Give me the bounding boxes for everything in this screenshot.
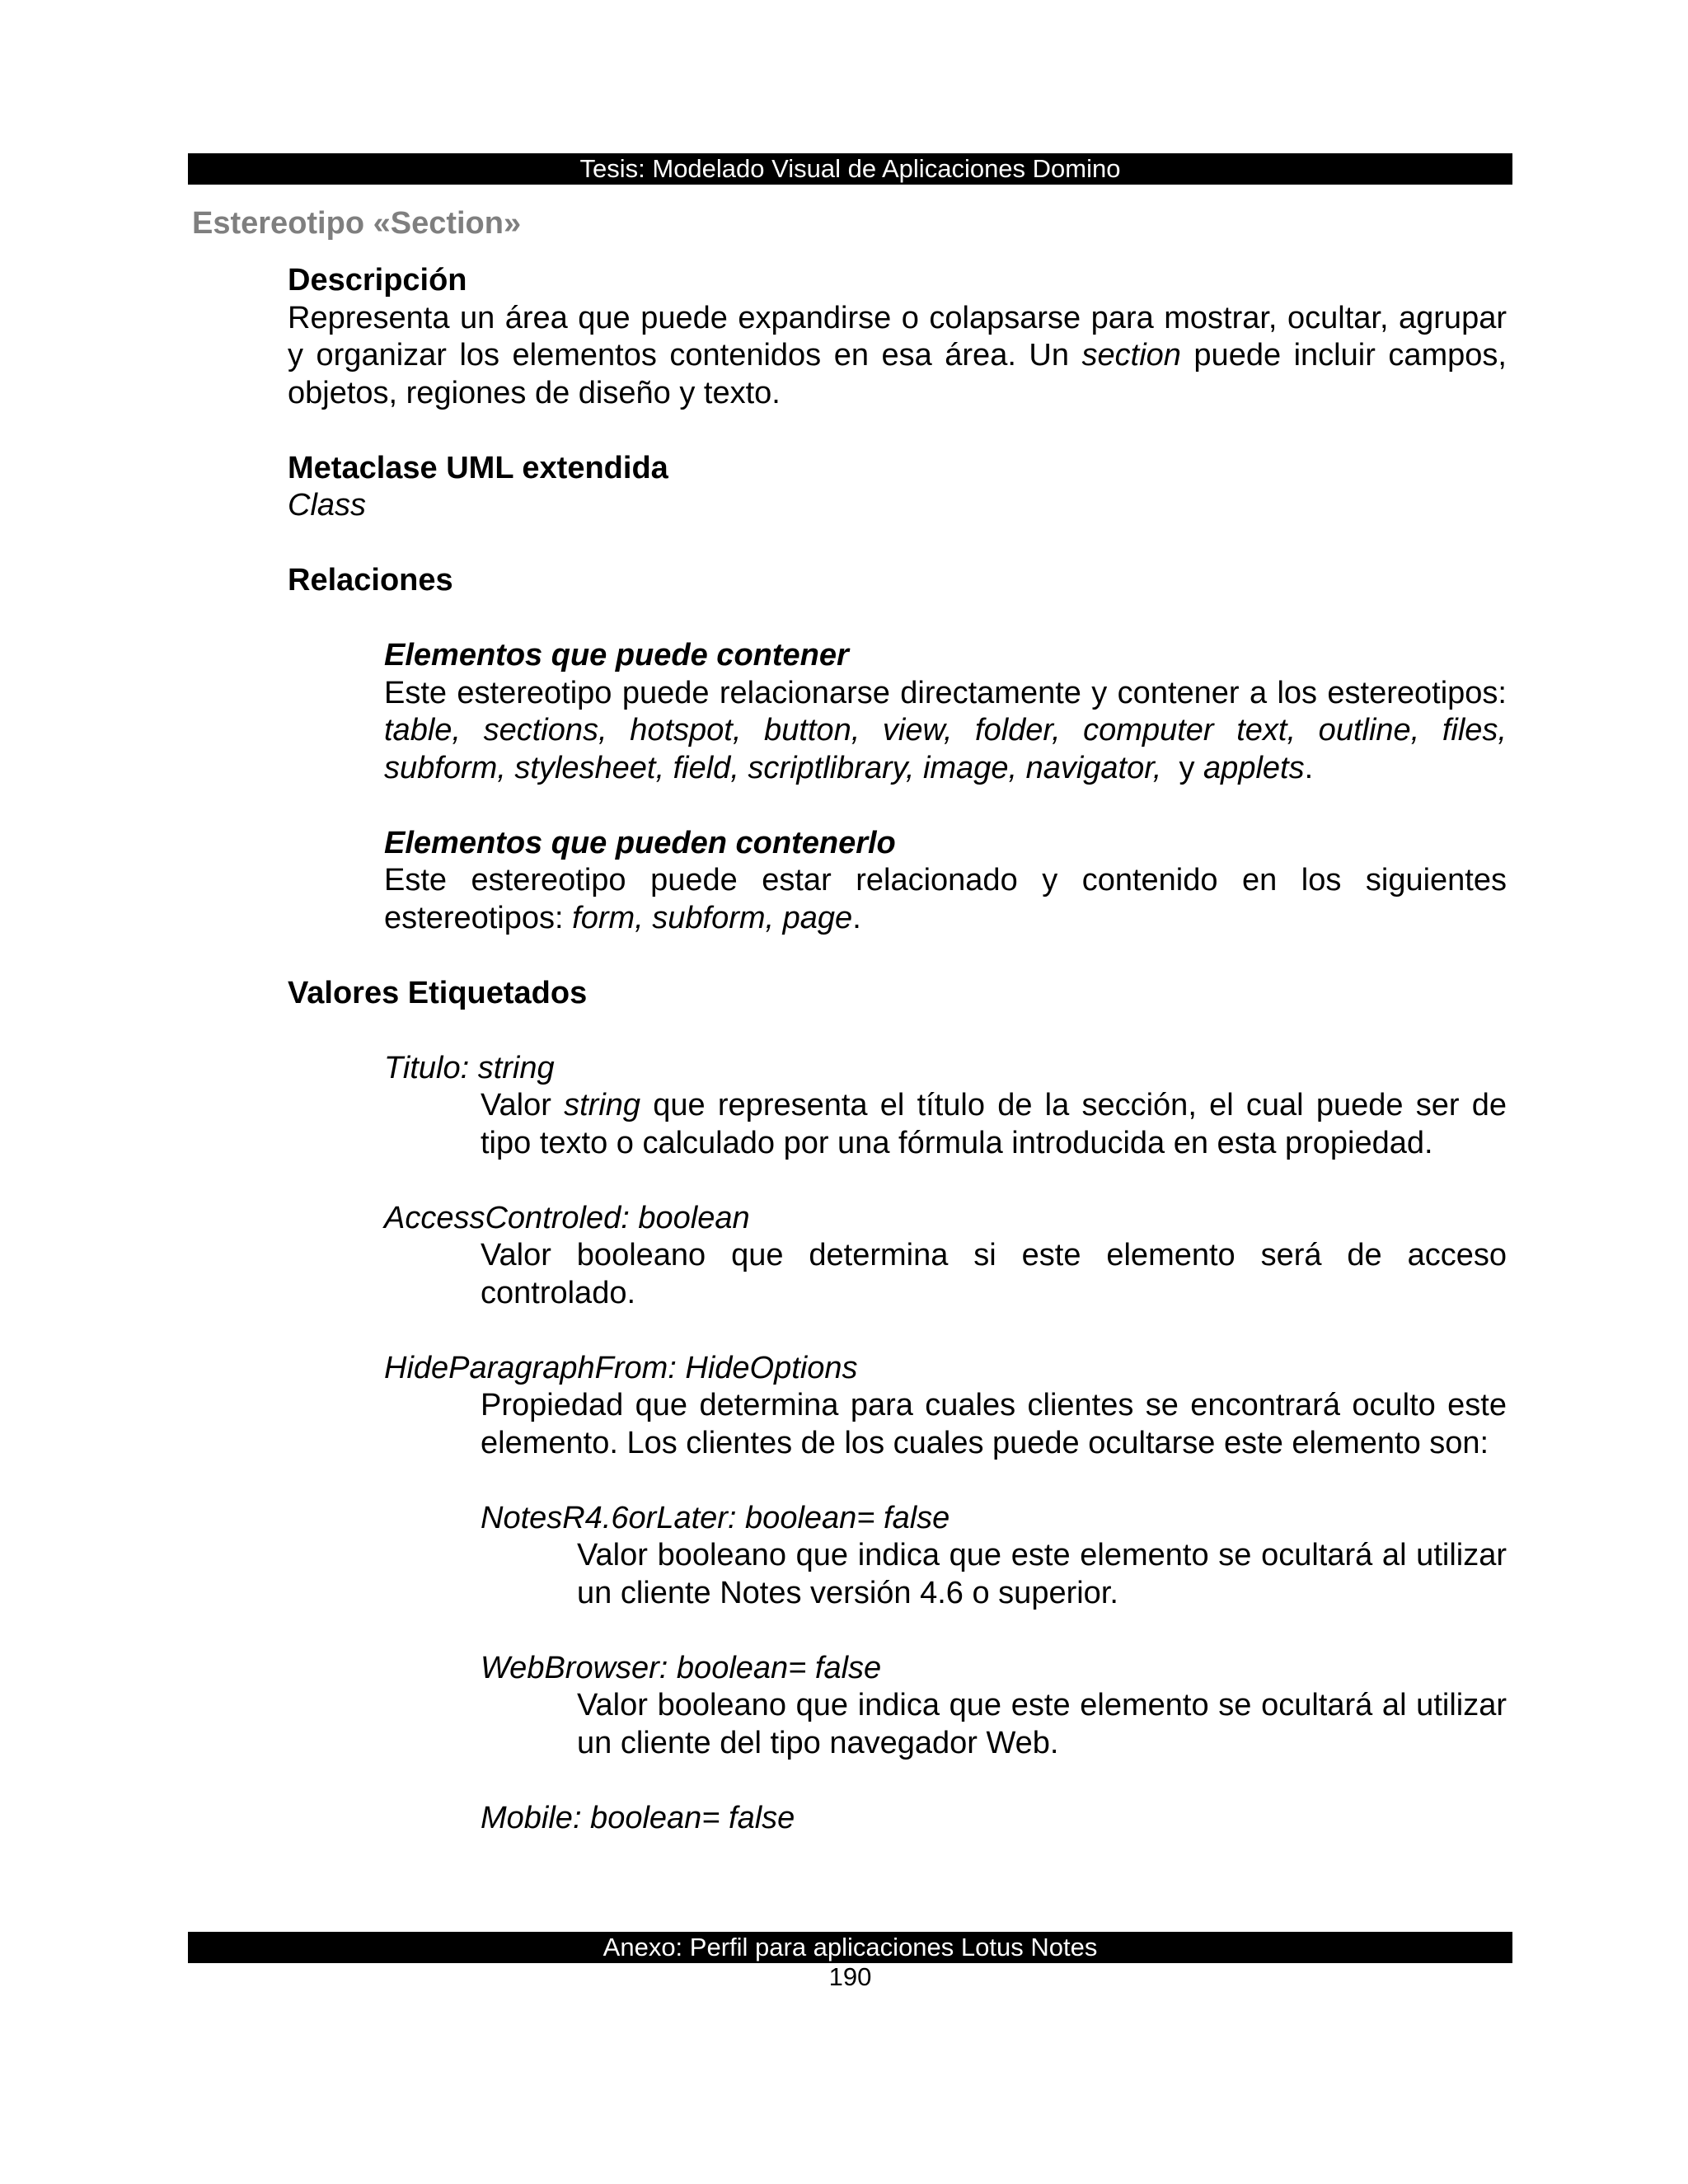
descripcion-text-part1: Representa un área que puede expandirse o colapsarse para mostrar, ocultar, agrupar y organizar los elementos contenidos en esa área. Un [288, 300, 1507, 373]
titulo-text-part2: que representa el título de la sección, el cual puede ser de tipo texto o calculado por una fórmula introducida en esta propiedad. [481, 1088, 1507, 1160]
metaclase-value: Class [288, 488, 367, 523]
contener-text-italic2: applets [1203, 750, 1305, 785]
contener-text [384, 675, 1507, 788]
notes-text: Valor booleano que indica que este elemento se ocultará al utilizar un cliente Notes versión 4.6 o superior. [577, 1538, 1507, 1610]
page-footer [188, 1932, 1512, 1963]
footer-title: Anexo: Perfil para aplicaciones Lotus Notes [603, 1933, 1098, 1961]
descripcion-text-italic: section [1081, 338, 1181, 373]
contenerlo-text-part1: Este estereotipo puede estar relacionado y contenido en los siguientes estereotipos: [384, 863, 1507, 935]
titulo-text-part1: Valor [481, 1088, 565, 1122]
access-text: Valor booleano que determina si este elemento será de acceso controlado. [481, 1238, 1507, 1310]
descripcion-text-part2: puede incluir campos, objetos, regiones de diseño y texto. [288, 338, 1507, 410]
titulo-text-italic: string [564, 1088, 641, 1122]
titulo-block [384, 1050, 1507, 1163]
access-block [384, 1200, 1507, 1313]
titulo-text [481, 1087, 1507, 1162]
contener-heading: Elementos que puede contener [384, 638, 849, 673]
notes-name: NotesR4.6orLater: boolean= false [481, 1500, 950, 1535]
contenerlo-text-italic: form, subform, page [572, 900, 853, 935]
section-title: Estereotipo «Section» [192, 206, 522, 241]
page-number: 190 [828, 1962, 872, 1991]
hide-text: Propiedad que determina para cuales clientes se encontrará oculto este elemento. Los clientes de los cuales puede ocultarse este elemento son: [481, 1388, 1507, 1460]
relaciones-heading: Relaciones [288, 563, 453, 598]
valores-heading: Valores Etiquetados [288, 975, 588, 1010]
contener-text-part1: Este estereotipo puede relacionarse directamente y contener a los estereotipos: [384, 675, 1507, 710]
titulo-name: Titulo: string [384, 1050, 555, 1085]
contenerlo-heading: Elementos que pueden contenerlo [384, 825, 896, 860]
document-body [288, 262, 1507, 1837]
metaclase-heading: Metaclase UML extendida [288, 450, 668, 485]
descripcion-heading: Descripción [288, 263, 467, 298]
access-name: AccessControled: boolean [384, 1200, 750, 1235]
contener-text-middle: y [1161, 750, 1204, 785]
web-text: Valor booleano que indica que este elemento se ocultará al utilizar un cliente del tipo navegador Web. [577, 1688, 1507, 1760]
page-header [188, 153, 1512, 185]
contenerlo-text-part2: . [852, 900, 861, 935]
contener-block [384, 637, 1507, 937]
contener-text-part2: . [1304, 750, 1314, 785]
contenerlo-text [384, 862, 1507, 937]
contener-text-italic: table, sections, hotspot, button, view, folder, computer text, outline, files, subform, stylesheet, field, scriptlibrary, image, navigator, [384, 713, 1507, 785]
hide-name: HideParagraphFrom: HideOptions [384, 1350, 858, 1385]
hide-block [384, 1350, 1507, 1838]
web-name: WebBrowser: boolean= false [481, 1650, 882, 1685]
descripcion-text [288, 300, 1507, 413]
mobile-name: Mobile: boolean= false [481, 1800, 795, 1835]
header-title: Tesis: Modelado Visual de Aplicaciones Domino [579, 154, 1121, 183]
notes-block [481, 1500, 1507, 1838]
